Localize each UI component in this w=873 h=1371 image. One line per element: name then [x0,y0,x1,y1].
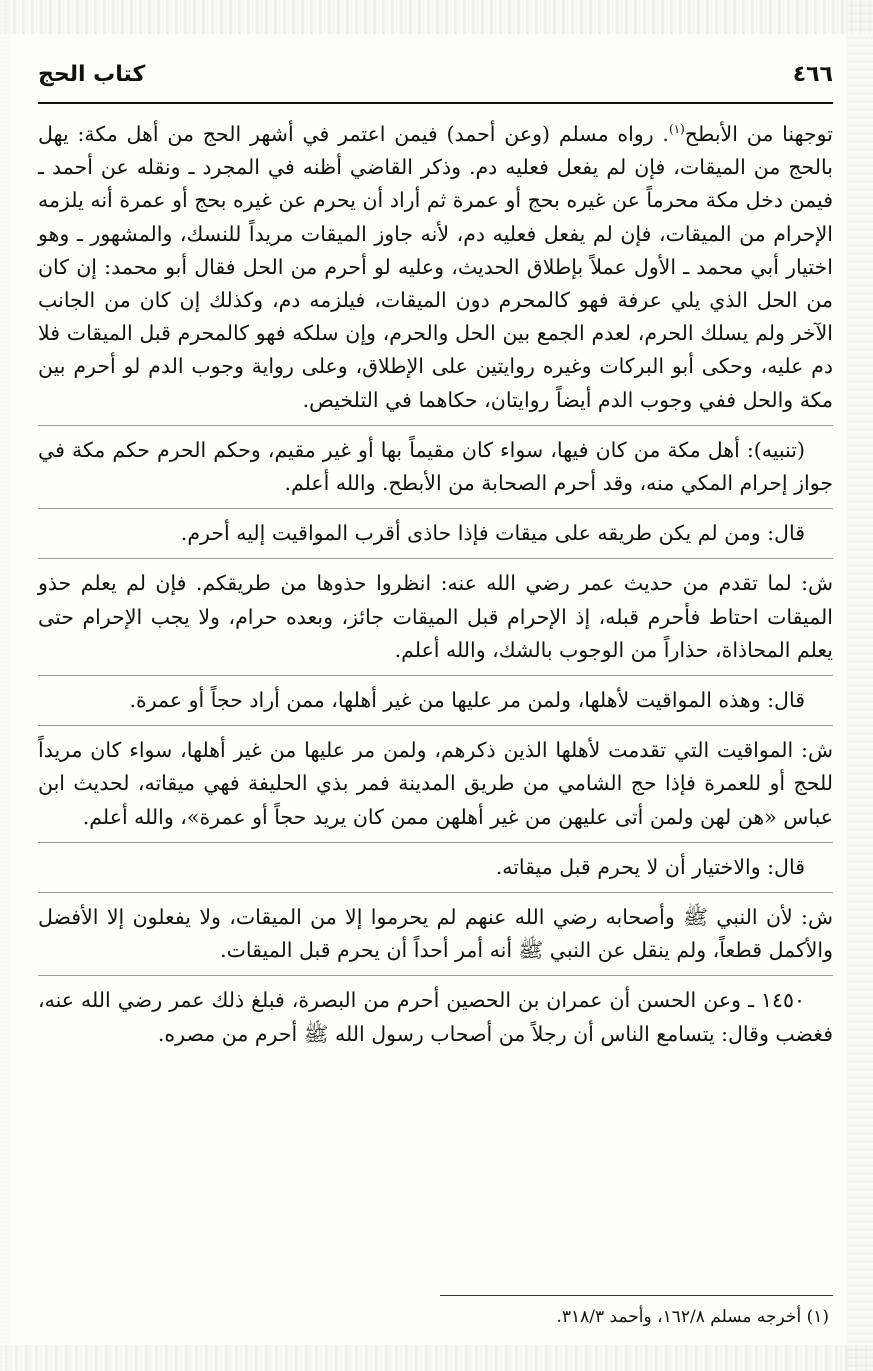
paragraph-1-rest: مكة: يهل بالحج من الميقات، فإن لم يفعل فعليه دم. وذكر القاضي أظنه في المجرد ـ ونقله عن أحمد ـ فيمن دخل مكة محرماً عن غيره بحج أو عمرة ثم أراد أن يحرم عن غيره بحج أو عمرة أنه يلزمه الإحرام من الميقات، فإن لم يفعل فعليه دم، لأنه جاوز الميقات مريداً للنسك، والمشهور ـ وهو اختيار أبي محمد ـ الأول عملاً بإطلاق الحديث، وعليه لو أحرم من الحل فقال أبو محمد: إن كان من الحل الذي يلي عرفة فهو كالمحرم دون الميقات، فيلزمه دم، وكذلك إن كان من الجانب الآخر ولم يسلك الحرم، لعدم الجمع بين الحل والحرم، وإن سلكه فهو كالمحرم قبل الميقات فلا دم عليه، وحكى أبو البركات وغيره روايتين على الإطلاق، وعلى رواية وجوب الدم لو أحرم بين مكة والحل ففي وجوب الدم أيضاً روايتان، حكاهما في التلخيص. [38,122,833,412]
section-divider [38,508,833,509]
section-divider [38,892,833,893]
paragraph-qal-1: قال: ومن لم يكن طريقه على ميقات فإذا حاذى أقرب المواقيت إليه أحرم. [180,521,805,546]
paragraph-1 [38,118,833,417]
page-number: ٤٦٦ [792,62,833,87]
paragraph-qal-2: قال: وهذه المواقيت لأهلها، ولمن مر عليها من غير أهلها، ممن أراد حجاً أو عمرة. [129,688,805,713]
section-divider [38,975,833,976]
paragraph-hadith-1450: ١٤٥٠ ـ وعن الحسن أن عمران بن الحصين أحرم من البصرة، فبلغ ذلك عمر رضي الله عنه، فغضب وقال: يتسامع الناس أن رجلاً من أصحاب رسول الله ﷺ أحرم من مصره. [38,988,833,1046]
paragraph-qal-3: قال: والاختيار أن لا يحرم قبل ميقاته. [495,854,805,879]
section-divider [38,675,833,676]
scan-edge-left [0,0,10,1371]
page-header [38,58,833,104]
paragraph-sharh-2: ش: المواقيت التي تقدمت لأهلها الذين ذكرهم، ولمن مر عليها من غير أهلها، سواء كان مريداً للحج أو للعمرة فإذا حج الشامي من طريق المدينة فمر بذي الحليفة فهي ميقاته، لحديث ابن عباس «هن لهن ولمن أتى عليهن من غير أهلهن ممن كان يريد حجاً أو عمرة»، والله أعلم. [38,738,833,829]
footnote [38,1304,829,1330]
footnote-rule [440,1295,833,1296]
scan-edge-bottom [0,1345,873,1371]
running-title: كتاب الحج [38,62,146,87]
paragraph-sharh-1: ش: لما تقدم من حديث عمر رضي الله عنه: انظروا حذوها من طريقكم. فإن لم يعلم حذو الميقات احتاط فأحرم قبله، إذ الإحرام قبل الميقات جائز، وبعده حرام، ولا يجب الإحرام حتى يعلم المحاذاة، حذاراً من الوجوب بالشك، والله أعلم. [38,571,833,662]
paragraph-note: (تنبيه): أهل مكة من كان فيها، سواء كان مقيماً بها أو غير مقيم، وحكم الحرم حكم مكة في جواز إحرام المكي منه، وقد أحرم الصحابة من الأبطح. والله أعلم. [38,437,833,496]
main-text [38,118,833,1051]
paragraph-sharh-3: ش: لأن النبي ﷺ وأصحابه رضي الله عنهم لم يحرموا إلا من الميقات، ولا يفعلون إلا الأفضل والأكمل قطعاً، ولم ينقل عن النبي ﷺ أنه أمر أحداً أن يحرم قبل الميقات. [38,905,833,963]
paragraph-1-start: توجهنا من الأبطح [684,122,833,146]
scan-edge-right [847,0,873,1371]
section-divider [38,558,833,559]
scan-edge-top [0,0,873,34]
section-divider [38,725,833,726]
footnote-reference: (١) [668,122,685,137]
section-divider [38,842,833,843]
section-divider [38,425,833,426]
footnote-text: أخرجه مسلم ١٦٢/٨، وأحمد ٣١٨/٣. [556,1307,802,1327]
footnote-marker: (١) [806,1307,829,1327]
paragraph-1-tail: . رواه مسلم (وعن أحمد) فيمن اعتمر في أشهر الحج من أهل [126,122,669,146]
